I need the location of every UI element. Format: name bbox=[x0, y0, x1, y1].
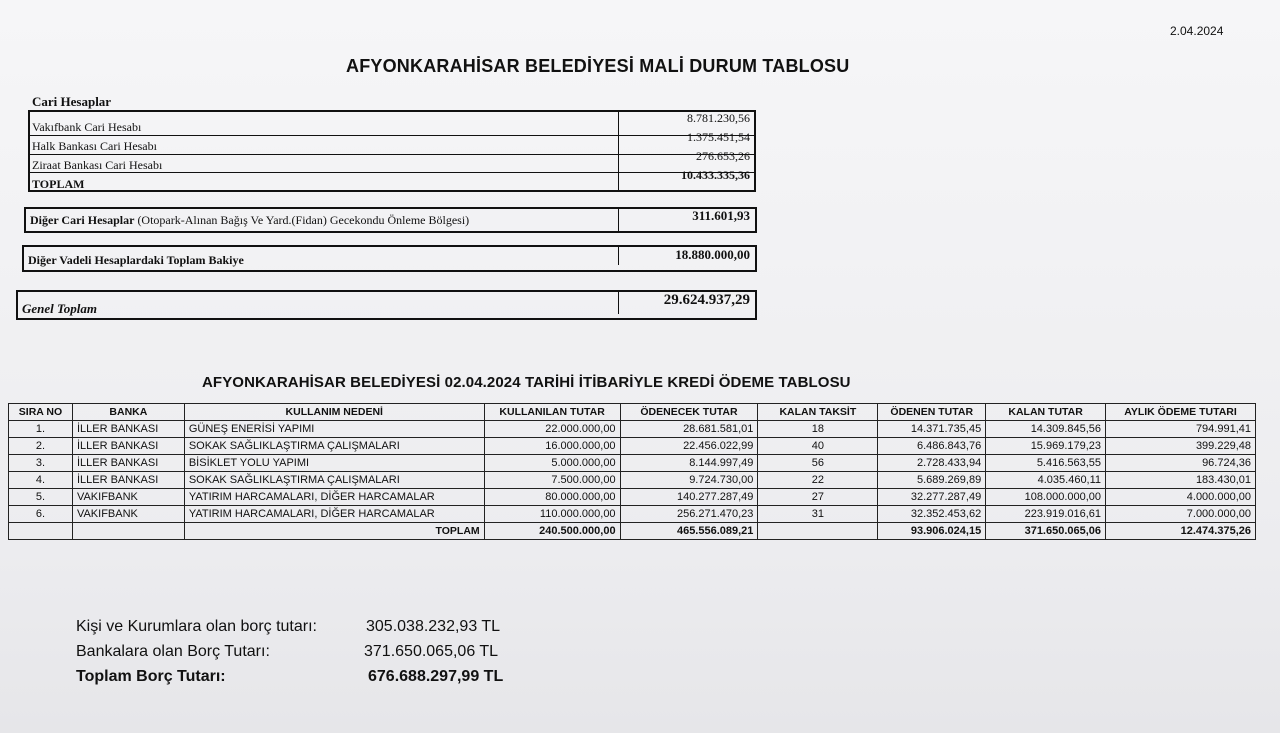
cell-kalan-taksit: 40 bbox=[758, 438, 878, 455]
cell-kullanim-nedeni: YATIRIM HARCAMALARI, DİĞER HARCAMALAR bbox=[184, 489, 484, 506]
cell-empty bbox=[72, 523, 184, 540]
cell-kalan-tutar: 14.309.845,56 bbox=[986, 421, 1106, 438]
document-date: 2.04.2024 bbox=[1170, 24, 1224, 38]
toplam-borc-label: Toplam Borç Tutarı: bbox=[76, 668, 226, 685]
cari-total-value: 10.433.335,36 bbox=[681, 168, 750, 182]
col-header-kullanim-nedeni: KULLANIM NEDENİ bbox=[184, 404, 484, 421]
cell-banka: İLLER BANKASI bbox=[72, 421, 184, 438]
cell-kullanilan-tutar: 5.000.000,00 bbox=[484, 455, 620, 472]
col-header-odenecek-tutar: ÖDENECEK TUTAR bbox=[620, 404, 758, 421]
cell-sira-no: 3. bbox=[9, 455, 73, 472]
kisi-kurum-borc-value: 305.038.232,93 TL bbox=[366, 618, 501, 635]
cell-banka: İLLER BANKASI bbox=[72, 438, 184, 455]
cell-sira-no: 4. bbox=[9, 472, 73, 489]
cell-kullanim-nedeni: GÜNEŞ ENERİSİ YAPIMI bbox=[184, 421, 484, 438]
cari-hesaplar-heading: Cari Hesaplar bbox=[32, 94, 112, 109]
table-row bbox=[9, 489, 1256, 506]
cell-odenecek-tutar: 22.456.022,99 bbox=[620, 438, 758, 455]
cell-kullanilan-tutar: 7.500.000,00 bbox=[484, 472, 620, 489]
cell-kalan-taksit: 56 bbox=[758, 455, 878, 472]
cell-aylik-odeme: 4.000.000,00 bbox=[1106, 489, 1256, 506]
kredi-odeme-table bbox=[8, 403, 1256, 540]
cell-kullanim-nedeni: BİSİKLET YOLU YAPIMI bbox=[184, 455, 484, 472]
cell-sira-no: 5. bbox=[9, 489, 73, 506]
cari-row-value: 1.375.451,54 bbox=[687, 130, 750, 144]
cell-odenen-tutar: 32.277.287,49 bbox=[878, 489, 986, 506]
cari-total-label: TOPLAM bbox=[32, 177, 85, 191]
kredi-odeme-title: AFYONKARAHİSAR BELEDİYESİ 02.04.2024 TARİHİ İTİBARİYLE KREDİ ÖDEME TABLOSU bbox=[202, 374, 851, 391]
table-row bbox=[9, 506, 1256, 523]
table-header-row bbox=[9, 404, 1256, 421]
kisi-kurum-borc-label: Kişi ve Kurumlara olan borç tutarı: bbox=[76, 618, 317, 635]
cell-kullanilan-tutar: 22.000.000,00 bbox=[484, 421, 620, 438]
cell-kalan-taksit: 27 bbox=[758, 489, 878, 506]
cell-odenecek-tutar: 28.681.581,01 bbox=[620, 421, 758, 438]
cell-kalan-tutar: 15.969.179,23 bbox=[986, 438, 1106, 455]
col-header-kalan-tutar: KALAN TUTAR bbox=[986, 404, 1106, 421]
cell-kalan-tutar: 5.416.563,55 bbox=[986, 455, 1106, 472]
cell-banka: VAKIFBANK bbox=[72, 506, 184, 523]
table-row bbox=[9, 472, 1256, 489]
cell-odenen-tutar: 32.352.453,62 bbox=[878, 506, 986, 523]
cell-kalan-taksit: 18 bbox=[758, 421, 878, 438]
cell-kullanilan-tutar: 110.000.000,00 bbox=[484, 506, 620, 523]
cell-aylik-odeme: 96.724,36 bbox=[1106, 455, 1256, 472]
total-label: TOPLAM bbox=[184, 523, 484, 540]
col-header-sira-no: SIRA NO bbox=[9, 404, 73, 421]
cell-kullanim-nedeni: SOKAK SAĞLIKLAŞTIRMA ÇALIŞMALARI bbox=[184, 472, 484, 489]
cell-kalan-tutar: 4.035.460,11 bbox=[986, 472, 1106, 489]
cari-row-label: Halk Bankası Cari Hesabı bbox=[32, 139, 157, 153]
cell-odenecek-tutar: 9.724.730,00 bbox=[620, 472, 758, 489]
table-row bbox=[9, 455, 1256, 472]
banka-borc-label: Bankalara olan Borç Tutarı: bbox=[76, 643, 270, 660]
table-row bbox=[9, 438, 1256, 455]
diger-cari-value: 311.601,93 bbox=[692, 208, 750, 223]
mali-durum-title: AFYONKARAHİSAR BELEDİYESİ MALİ DURUM TABLOSU bbox=[346, 56, 850, 76]
cell-banka: İLLER BANKASI bbox=[72, 455, 184, 472]
cell-kullanim-nedeni: SOKAK SAĞLIKLAŞTIRMA ÇALIŞMALARI bbox=[184, 438, 484, 455]
col-header-banka: BANKA bbox=[72, 404, 184, 421]
cari-row-value: 276.653,26 bbox=[696, 149, 750, 163]
col-header-kullanilan-tutar: KULLANILAN TUTAR bbox=[484, 404, 620, 421]
cell-odenen-tutar: 5.689.269,89 bbox=[878, 472, 986, 489]
diger-cari-label: Diğer Cari Hesaplar (Otopark-Alınan Bağış Ve Yard.(Fidan) Gecekondu Önleme Bölgesi) bbox=[30, 213, 470, 227]
cell-sira-no: 1. bbox=[9, 421, 73, 438]
cari-row-label: Ziraat Bankası Cari Hesabı bbox=[32, 158, 163, 172]
col-header-kalan-taksit: KALAN TAKSİT bbox=[758, 404, 878, 421]
total-odenen-tutar: 93.906.024,15 bbox=[878, 523, 986, 540]
cell-banka: VAKIFBANK bbox=[72, 489, 184, 506]
cell-sira-no: 6. bbox=[9, 506, 73, 523]
cell-aylik-odeme: 794.991,41 bbox=[1106, 421, 1256, 438]
cell-aylik-odeme: 399.229,48 bbox=[1106, 438, 1256, 455]
cell-odenen-tutar: 6.486.843,76 bbox=[878, 438, 986, 455]
genel-toplam-label: Genel Toplam bbox=[22, 301, 97, 316]
cell-odenen-tutar: 14.371.735,45 bbox=[878, 421, 986, 438]
banka-borc-value: 371.650.065,06 TL bbox=[364, 643, 499, 660]
cell-kalan-taksit: 22 bbox=[758, 472, 878, 489]
cell-odenecek-tutar: 256.271.470,23 bbox=[620, 506, 758, 523]
cell-empty bbox=[758, 523, 878, 540]
diger-vadeli-value: 18.880.000,00 bbox=[675, 247, 750, 262]
diger-vadeli-label: Diğer Vadeli Hesaplardaki Toplam Bakiye bbox=[28, 253, 244, 267]
col-header-odenen-tutar: ÖDENEN TUTAR bbox=[878, 404, 986, 421]
cell-aylik-odeme: 7.000.000,00 bbox=[1106, 506, 1256, 523]
cari-row-label: Vakıfbank Cari Hesabı bbox=[32, 120, 142, 134]
total-aylik-odeme: 12.474.375,26 bbox=[1106, 523, 1256, 540]
table-total-row bbox=[9, 523, 1256, 540]
genel-toplam-value: 29.624.937,29 bbox=[663, 292, 750, 308]
total-kullanilan-tutar: 240.500.000,00 bbox=[484, 523, 620, 540]
cell-aylik-odeme: 183.430,01 bbox=[1106, 472, 1256, 489]
cell-sira-no: 2. bbox=[9, 438, 73, 455]
cell-odenecek-tutar: 8.144.997,49 bbox=[620, 455, 758, 472]
cell-kalan-tutar: 223.919.016,61 bbox=[986, 506, 1106, 523]
cell-kalan-taksit: 31 bbox=[758, 506, 878, 523]
cell-banka: İLLER BANKASI bbox=[72, 472, 184, 489]
cell-odenen-tutar: 2.728.433,94 bbox=[878, 455, 986, 472]
table-row bbox=[9, 421, 1256, 438]
col-header-aylik-odeme-tutari: AYLIK ÖDEME TUTARI bbox=[1106, 404, 1256, 421]
toplam-borc-value: 676.688.297,99 TL bbox=[368, 668, 504, 685]
cell-kullanim-nedeni: YATIRIM HARCAMALARI, DİĞER HARCAMALAR bbox=[184, 506, 484, 523]
total-odenecek-tutar: 465.556.089,21 bbox=[620, 523, 758, 540]
total-kalan-tutar: 371.650.065,06 bbox=[986, 523, 1106, 540]
cell-kullanilan-tutar: 80.000.000,00 bbox=[484, 489, 620, 506]
cell-empty bbox=[9, 523, 73, 540]
cari-row-value: 8.781.230,56 bbox=[687, 111, 750, 125]
cell-kullanilan-tutar: 16.000.000,00 bbox=[484, 438, 620, 455]
cell-kalan-tutar: 108.000.000,00 bbox=[986, 489, 1106, 506]
cell-odenecek-tutar: 140.277.287,49 bbox=[620, 489, 758, 506]
